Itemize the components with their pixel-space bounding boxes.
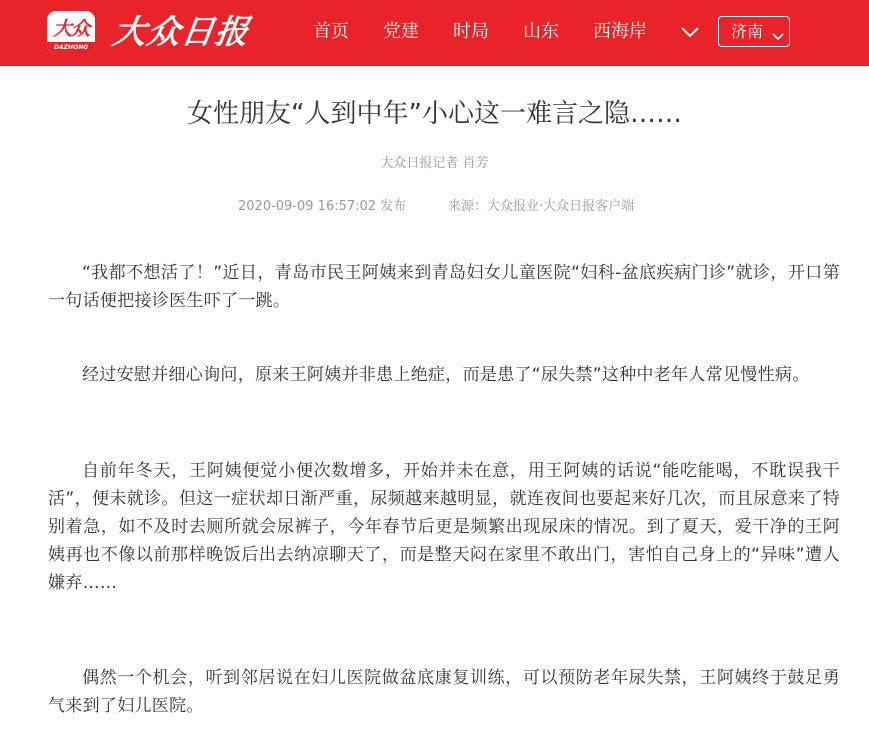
nav-item-home[interactable]: 首页 <box>313 21 349 42</box>
brand-logo[interactable]: 大众日报 <box>110 12 252 51</box>
article-paragraph: “我都不想活了！”近日，青岛市民王阿姨来到青岛妇女儿童医院“妇科-盆底疾病门诊”就诊，开口第一句话便把接诊医生吓了一跳。 <box>48 263 840 311</box>
nav-item-party[interactable]: 党建 <box>383 21 419 42</box>
article-byline: 大众日报记者 肖芳 <box>380 156 489 171</box>
city-selector[interactable] <box>718 16 790 47</box>
article-title: 女性朋友“人到中年”小心这一难言之隐…… <box>187 99 682 129</box>
publish-time: 2020-09-09 16:57:02 发布 <box>238 199 407 214</box>
city-selector-label: 济南 <box>731 22 764 41</box>
article-paragraph: 经过安慰并细心询问，原来王阿姨并非患上绝症，而是患了“尿失禁”这种中老年人常见慢性病。 <box>82 365 810 385</box>
app-logo-tag: DAZHONG <box>47 42 95 54</box>
article-paragraph: 偶然一个机会，听到邻居说在妇儿医院做盆底康复训练，可以预防老年尿失禁，王阿姨终于鼓足勇气来到了妇儿医院。 <box>48 668 840 716</box>
nav-more-chevron-down-icon[interactable] <box>679 21 701 43</box>
city-chevron-down-icon <box>772 27 784 37</box>
article-paragraph: 自前年冬天，王阿姨便觉小便次数增多，开始并未在意，用王阿姨的话说“能吃能喝，不耽误我干活”，便未就诊。但这一症状却日渐严重，尿频越来越明显，就连夜间也要起来好几次，而且尿意来了特别着急，如不及时去厕所就会尿裤子，今年春节后更是频繁出现尿床的情况。到了夏天，爱干净的王阿姨再也不像以前那样晚饭后出去纳凉聊天了，而是整天闷在家里不敢出门，害怕自己身上的“异味”遭人嫌弃…… <box>48 461 840 593</box>
app-logo-icon[interactable] <box>47 11 95 54</box>
top-header <box>0 0 869 66</box>
nav-item-west-coast[interactable]: 西海岸 <box>593 21 647 42</box>
article-source: 来源：大众报业·大众日报客户端 <box>448 199 635 214</box>
app-logo-text: 大众 <box>52 18 89 40</box>
nav-item-shandong[interactable]: 山东 <box>523 21 559 42</box>
nav-item-current-affairs[interactable]: 时局 <box>453 21 489 42</box>
